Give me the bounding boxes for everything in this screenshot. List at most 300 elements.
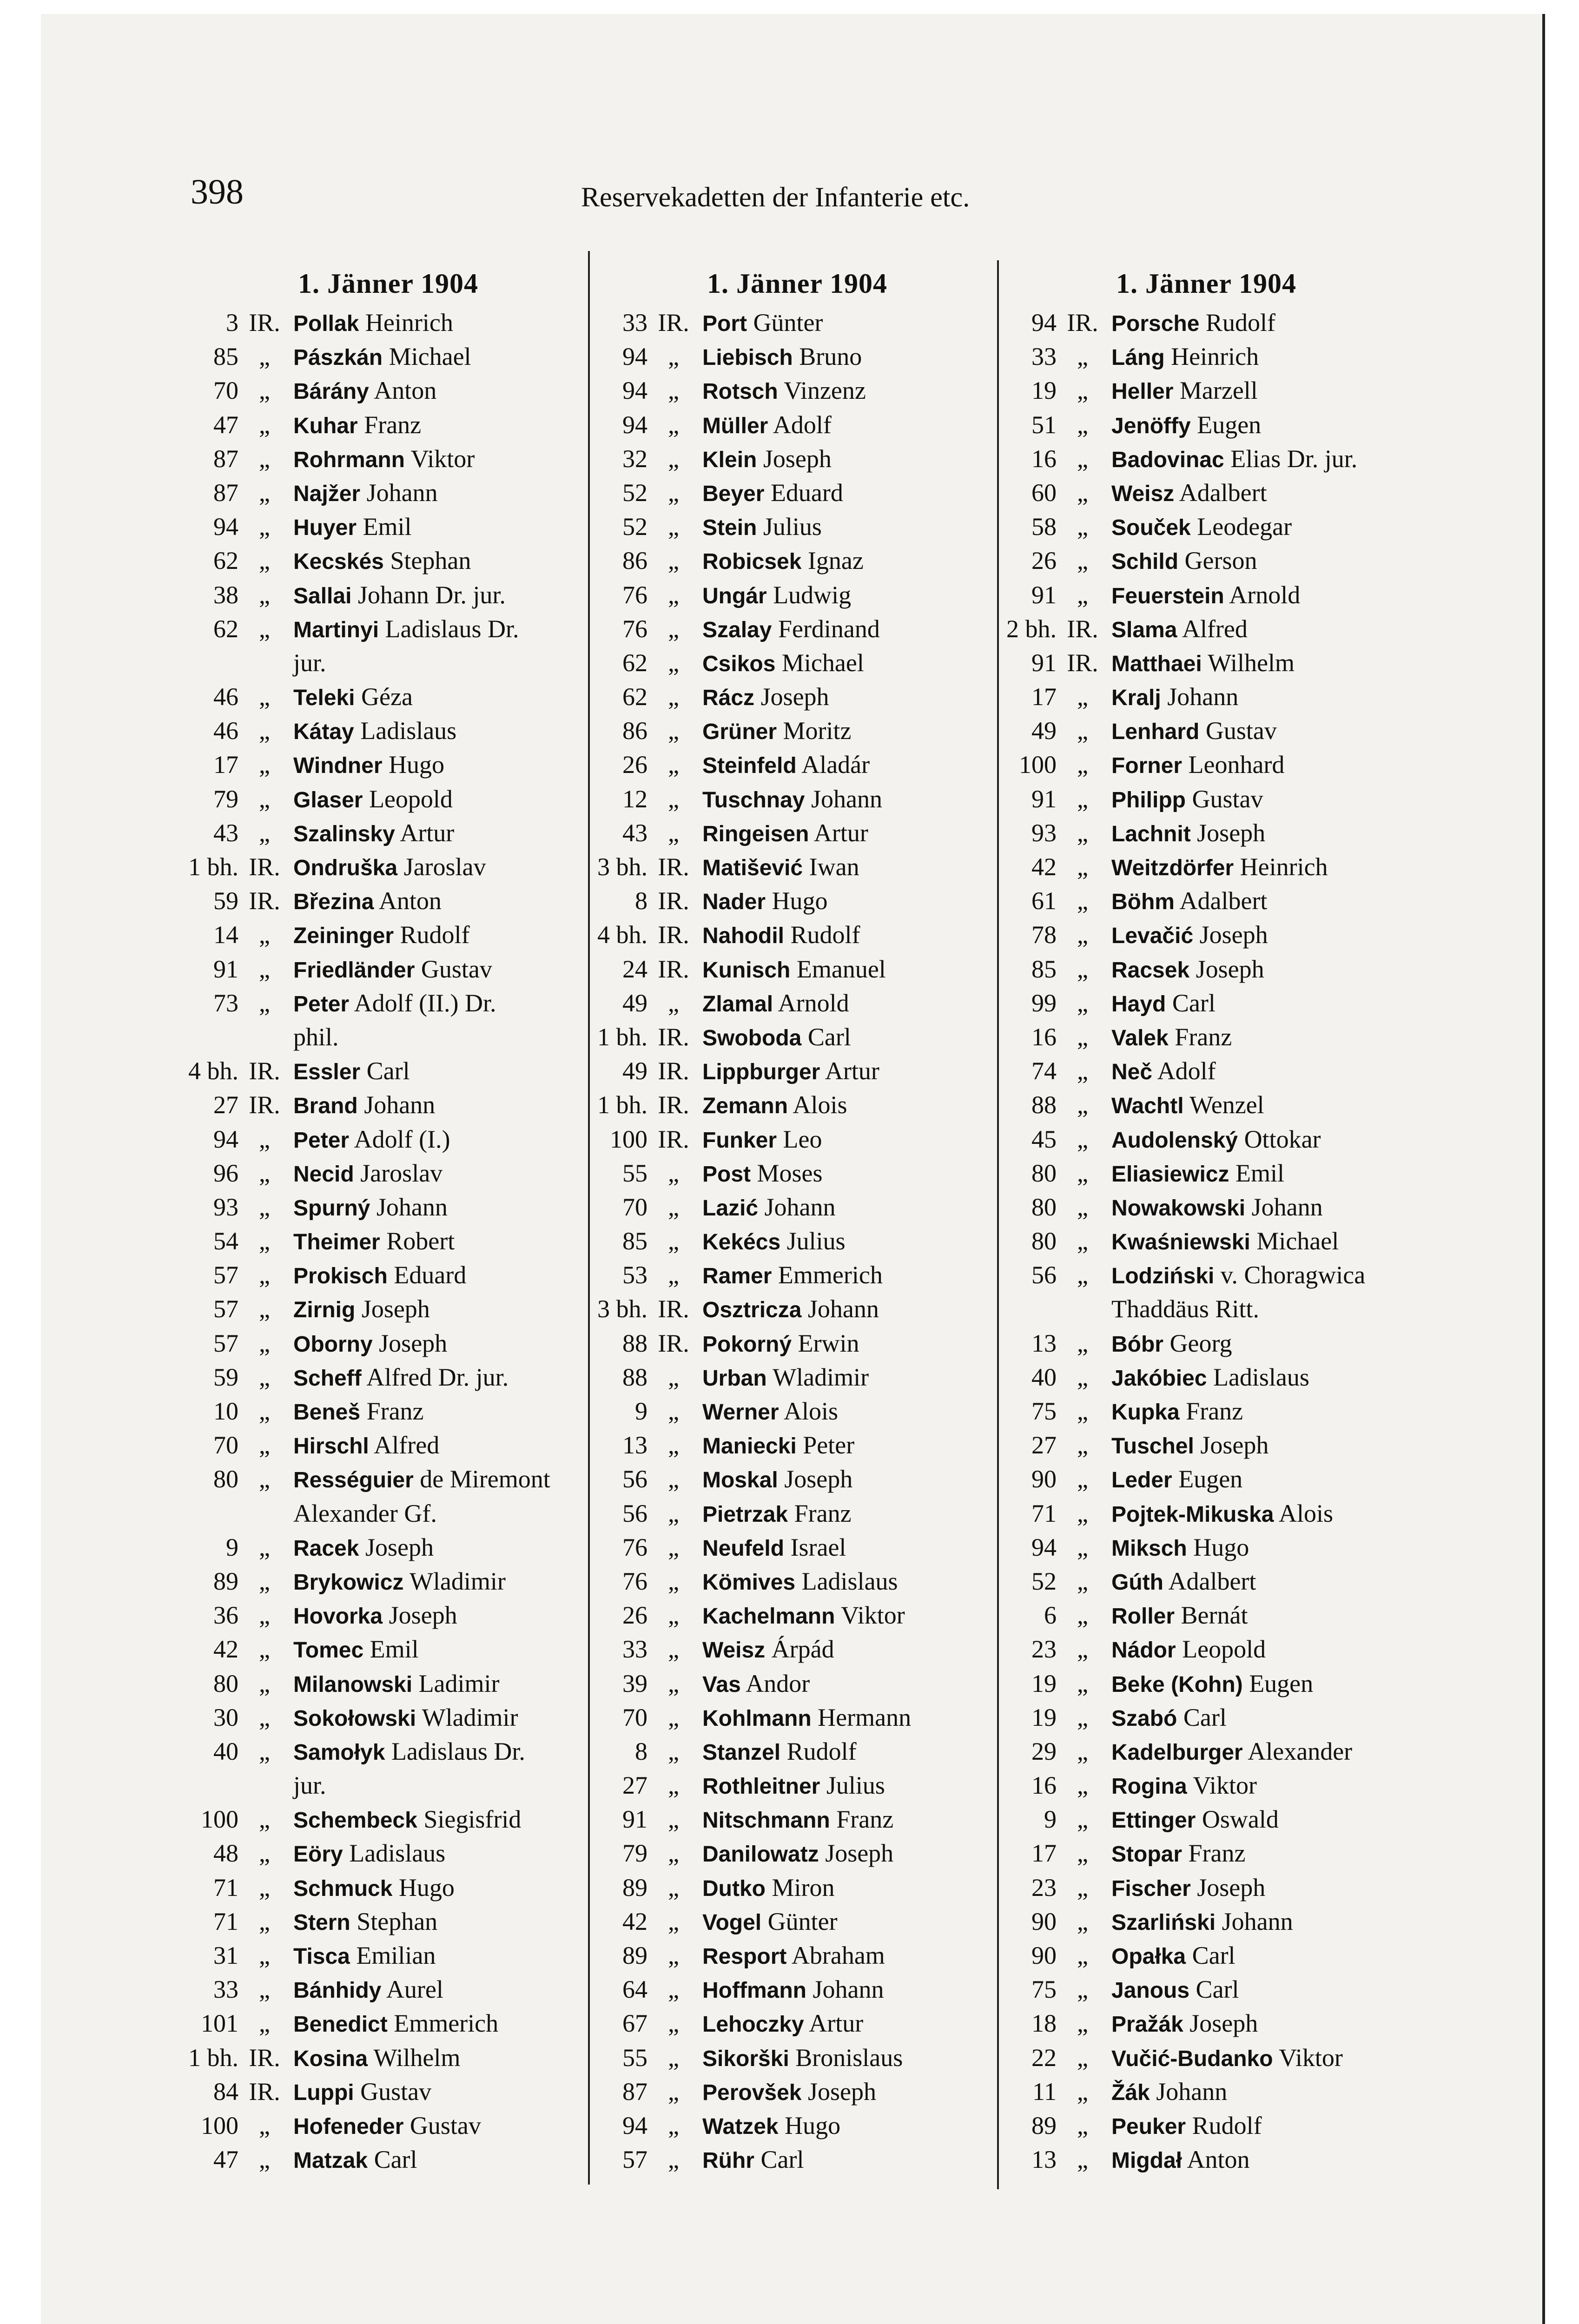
regiment-number: 16	[1031, 444, 1057, 473]
person-name	[291, 1224, 593, 1258]
person-name	[1109, 1973, 1411, 2007]
given-name: Johann	[1245, 1193, 1323, 1221]
given-name: Adalbert	[1174, 478, 1267, 507]
regiment-number: 94	[1031, 1533, 1057, 1561]
unit-abbr: „	[668, 1805, 679, 1834]
list-row	[593, 850, 1002, 884]
surname: Leder	[1111, 1468, 1172, 1493]
given-name: Oswald	[1196, 1805, 1279, 1834]
given-name: Michael	[1250, 1227, 1339, 1255]
person-name	[1109, 1701, 1411, 1735]
unit-abbr: „	[668, 2077, 679, 2106]
unit-abbr: „	[1077, 1125, 1088, 1153]
list-row	[593, 1088, 1002, 1122]
given-name: Gustav	[415, 955, 492, 983]
unit-abbr: „	[1077, 1907, 1088, 1935]
unit-abbr: „	[1077, 751, 1088, 779]
person-name	[1109, 646, 1411, 680]
regiment-number: 3 bh.	[597, 1295, 647, 1323]
regiment-number: 40	[1031, 1363, 1057, 1391]
person-name	[700, 1224, 1002, 1258]
unit-abbr: „	[668, 683, 679, 711]
list-row	[593, 2007, 1002, 2040]
surname: Kunisch	[702, 957, 791, 983]
person-name	[291, 986, 593, 1020]
given-name: Joseph	[1190, 819, 1266, 847]
person-name	[291, 612, 593, 646]
list-row	[184, 816, 593, 850]
list-row	[184, 1871, 593, 1905]
regiment-number: 78	[1031, 921, 1057, 949]
regiment-number: 23	[1031, 1873, 1057, 1901]
surname: Nader	[702, 890, 766, 915]
list-row	[593, 1156, 1002, 1190]
list-row	[593, 1667, 1002, 1701]
running-head: Reservekadetten der Infanterie etc.	[581, 182, 970, 212]
person-name	[291, 2007, 593, 2040]
person-name	[700, 714, 1002, 748]
surname: Láng	[1111, 345, 1165, 370]
surname: Watzek	[702, 2114, 779, 2139]
list-row	[593, 408, 1002, 442]
regiment-number: 30	[213, 1703, 238, 1731]
regiment-number: 70	[622, 1193, 647, 1221]
regiment-number: 13	[622, 1431, 647, 1459]
regiment-number: 8	[635, 1737, 647, 1765]
given-name: Rudolf	[1199, 309, 1275, 337]
list-row	[184, 1939, 593, 1973]
person-name	[291, 1088, 593, 1122]
given-name: Franz	[357, 410, 422, 439]
surname: Spurný	[293, 1195, 370, 1221]
regiment-number: 59	[213, 1363, 238, 1391]
person-name	[1109, 2007, 1411, 2040]
surname: Bóbr	[1111, 1332, 1163, 1357]
given-name: Johann	[805, 785, 882, 813]
given-name: Ladislaus	[343, 1839, 446, 1868]
person-name	[700, 1360, 1002, 1394]
list-row	[593, 1531, 1002, 1565]
list-row	[593, 1905, 1002, 1939]
surname: Ondruška	[293, 856, 398, 880]
surname: Ramer	[702, 1264, 772, 1289]
surname: Porsche	[1111, 311, 1200, 336]
surname: Feuerstein	[1111, 583, 1224, 608]
person-name	[1109, 1769, 1411, 1802]
unit-abbr: „	[259, 1805, 270, 1834]
unit-abbr: „	[259, 683, 270, 711]
regiment-number: 70	[213, 376, 238, 405]
list-row	[1002, 1258, 1411, 1292]
person-name	[1109, 1735, 1411, 1769]
surname: Janous	[1111, 1978, 1190, 2003]
unit-abbr: „	[1077, 785, 1088, 813]
surname: Kosina	[293, 2046, 368, 2071]
person-name	[700, 578, 1002, 612]
given-name: Michael	[775, 648, 864, 677]
list-row	[1002, 2075, 1411, 2109]
list-row	[184, 1428, 593, 1462]
given-name: Vinzenz	[778, 376, 866, 405]
given-name: Wilhelm	[368, 2043, 461, 2072]
regiment-number: 71	[213, 1873, 238, 1901]
surname: Pražák	[1111, 2012, 1183, 2037]
unit-abbr: „	[1077, 1635, 1088, 1664]
given-name: Franz	[788, 1499, 852, 1527]
list-row	[1002, 1190, 1411, 1224]
given-name: Günter	[747, 309, 823, 337]
person-name	[1109, 544, 1411, 578]
list-row	[184, 782, 593, 816]
surname: Kömives	[702, 1570, 796, 1595]
given-name: Adolf	[1152, 1057, 1216, 1085]
given-name: Gerson	[1178, 547, 1257, 575]
list-row	[184, 1088, 593, 1122]
continuation-text: Alexander Gf.	[293, 1499, 437, 1527]
list-row	[184, 1156, 593, 1190]
list-row	[1002, 782, 1411, 816]
regiment-number: 94	[622, 343, 647, 371]
given-name: Johann	[370, 1193, 448, 1221]
given-name: Franz	[830, 1805, 894, 1834]
list-row	[593, 1462, 1002, 1496]
given-name: Franz	[1179, 1397, 1243, 1425]
unit-abbr: IR.	[658, 1057, 689, 1085]
surname: Schembeck	[293, 1808, 417, 1833]
list-row	[184, 1836, 593, 1870]
regiment-number: 26	[622, 1601, 647, 1630]
unit-abbr: IR.	[658, 955, 689, 983]
unit-abbr: „	[259, 1193, 270, 1221]
surname: Vas	[702, 1672, 741, 1697]
surname: Kuhar	[293, 413, 358, 438]
list-row	[1002, 952, 1411, 986]
given-name: Bronislaus	[789, 2043, 903, 2072]
person-name	[291, 1939, 593, 1973]
person-name	[291, 2075, 593, 2109]
person-name	[291, 748, 593, 782]
unit-abbr: „	[668, 819, 679, 847]
person-name	[291, 374, 593, 408]
regiment-number: 31	[213, 1941, 238, 1969]
regiment-number: 17	[213, 751, 238, 779]
regiment-number: 60	[1031, 478, 1057, 507]
list-row	[1002, 1292, 1411, 1326]
regiment-number: 17	[1031, 1839, 1057, 1868]
regiment-number: 90	[1031, 1941, 1057, 1969]
list-row	[1002, 816, 1411, 850]
list-row	[593, 2109, 1002, 2143]
surname: Brand	[293, 1094, 358, 1119]
unit-abbr: IR.	[249, 887, 280, 915]
unit-abbr: „	[668, 1601, 679, 1630]
given-name: Ladimir	[412, 1669, 500, 1697]
person-name	[1109, 1122, 1411, 1156]
list-row	[184, 306, 593, 340]
person-name	[1109, 442, 1411, 476]
person-name	[291, 918, 593, 952]
regiment-number: 94	[1031, 309, 1057, 337]
unit-abbr: „	[1077, 444, 1088, 473]
list-row	[184, 1565, 593, 1598]
unit-abbr: „	[1077, 1261, 1088, 1289]
person-name	[700, 2143, 1002, 2177]
person-name	[291, 1394, 593, 1428]
list-row	[593, 918, 1002, 952]
list-row	[1002, 408, 1411, 442]
list-row	[593, 1802, 1002, 1836]
surname: Szarliński	[1111, 1910, 1216, 1935]
given-name: Johann	[1161, 683, 1239, 711]
regiment-number: 14	[213, 921, 238, 949]
list-row	[184, 1667, 593, 1701]
unit-abbr: „	[259, 1431, 270, 1459]
person-name	[1109, 1632, 1411, 1666]
regiment-number: 93	[213, 1193, 238, 1221]
regiment-number: 85	[213, 343, 238, 371]
unit-abbr: „	[1077, 2146, 1088, 2174]
continuation-text: jur.	[293, 648, 326, 677]
list-row	[1002, 1327, 1411, 1360]
person-name	[1109, 1462, 1411, 1496]
surname: Racek	[293, 1536, 359, 1561]
list-row	[1002, 1667, 1411, 1701]
person-name	[291, 1122, 593, 1156]
surname: Necid	[293, 1162, 354, 1187]
regiment-number: 61	[1031, 887, 1057, 915]
unit-abbr: „	[259, 547, 270, 575]
given-name: Eduard	[387, 1261, 467, 1289]
surname: Liebisch	[702, 345, 793, 370]
person-name	[291, 1632, 593, 1666]
list-row	[184, 1292, 593, 1326]
continuation-text: Thaddäus Ritt.	[1111, 1295, 1259, 1323]
surname: Tuschnay	[702, 787, 805, 812]
regiment-number: 4 bh.	[188, 1057, 238, 1085]
given-name: Jaroslav	[397, 853, 486, 881]
given-name: Julius	[820, 1771, 885, 1800]
unit-abbr: „	[668, 1737, 679, 1765]
surname: Matišević	[702, 856, 803, 880]
unit-abbr: „	[668, 1567, 679, 1595]
list-row	[593, 1020, 1002, 1054]
surname: Jakóbiec	[1111, 1366, 1207, 1391]
person-name	[291, 1565, 593, 1598]
list-row	[593, 816, 1002, 850]
person-name	[700, 748, 1002, 782]
surname: Rácz	[702, 686, 755, 711]
regiment-number: 57	[213, 1261, 238, 1289]
person-name	[291, 1190, 593, 1224]
given-name: Israel	[784, 1533, 846, 1561]
person-name	[700, 1054, 1002, 1088]
person-name	[1109, 1020, 1411, 1054]
given-name: Arnold	[773, 989, 849, 1017]
person-name	[291, 544, 593, 578]
given-name: Wladimir	[766, 1363, 869, 1391]
given-name: Johann	[758, 1193, 836, 1221]
unit-abbr: „	[259, 1703, 270, 1731]
given-name: Alexander	[1242, 1737, 1353, 1765]
list-row	[593, 986, 1002, 1020]
surname: Rogina	[1111, 1774, 1187, 1799]
regiment-number: 16	[1031, 1023, 1057, 1051]
given-name: Franz	[1182, 1839, 1246, 1868]
regiment-number: 33	[622, 1635, 647, 1664]
surname: Kupka	[1111, 1400, 1180, 1425]
unit-abbr: „	[668, 581, 679, 609]
given-name: Rudolf	[780, 1737, 857, 1765]
unit-abbr: „	[1077, 1805, 1088, 1834]
person-name	[291, 2041, 593, 2075]
person-name	[291, 1701, 593, 1735]
regiment-number: 2 bh.	[1006, 614, 1057, 643]
regiment-number: 85	[622, 1227, 647, 1255]
regiment-number: 100	[201, 2111, 238, 2139]
person-name	[1109, 1667, 1411, 1701]
regiment-number: 101	[201, 2009, 238, 2038]
regiment-number: 6	[1044, 1601, 1057, 1630]
person-name	[291, 442, 593, 476]
regiment-number: 18	[1031, 2009, 1057, 2038]
person-name	[291, 1292, 593, 1326]
regiment-number: 19	[1031, 1669, 1057, 1697]
unit-abbr: IR.	[249, 1091, 280, 1119]
given-name: Joseph	[819, 1839, 894, 1868]
regiment-number: 53	[622, 1261, 647, 1289]
unit-abbr: IR.	[658, 1023, 689, 1051]
given-name: Viktor	[1273, 2043, 1343, 2072]
given-name: Gustav	[1199, 717, 1277, 745]
surname: Kwaśniewski	[1111, 1230, 1250, 1255]
person-name	[1109, 1054, 1411, 1088]
given-name: Rudolf	[784, 921, 860, 949]
person-name	[1109, 340, 1411, 374]
person-name	[700, 544, 1002, 578]
surname: Perovšek	[702, 2080, 802, 2105]
surname: Windner	[293, 753, 383, 779]
list-row	[593, 1939, 1002, 1973]
given-name: Günter	[761, 1907, 838, 1935]
given-name: Julius	[780, 1227, 846, 1255]
surname: Theimer	[293, 1230, 380, 1255]
surname: Osztricza	[702, 1298, 802, 1323]
regiment-number: 84	[213, 2077, 238, 2106]
list-row	[593, 2075, 1002, 2109]
unit-abbr: „	[259, 785, 270, 813]
unit-abbr: „	[259, 1839, 270, 1868]
given-name: Anton	[1182, 2146, 1250, 2174]
given-name: Ladislaus Dr.	[385, 1737, 525, 1765]
list-row	[1002, 306, 1411, 340]
surname: Prokisch	[293, 1264, 388, 1289]
regiment-number: 99	[1031, 989, 1057, 1017]
regiment-number: 67	[622, 2009, 647, 2038]
surname: Funker	[702, 1128, 777, 1153]
surname: Csikos	[702, 651, 776, 676]
list-row	[184, 1973, 593, 2007]
list-row	[593, 1497, 1002, 1531]
list-row	[184, 680, 593, 714]
unit-abbr: „	[1077, 1193, 1088, 1221]
unit-abbr: „	[1077, 1703, 1088, 1731]
given-name: Johann	[801, 1295, 879, 1323]
given-name: Alois	[779, 1397, 839, 1425]
unit-abbr: IR.	[658, 1125, 689, 1153]
person-name	[700, 612, 1002, 646]
regiment-number: 42	[622, 1907, 647, 1935]
given-name: Joseph	[355, 1295, 430, 1323]
list-row	[593, 1973, 1002, 2007]
surname: Kátay	[293, 720, 354, 745]
list-row	[184, 884, 593, 918]
person-name	[291, 510, 593, 544]
unit-abbr: „	[259, 1227, 270, 1255]
regiment-number: 22	[1031, 2043, 1057, 2072]
unit-abbr: „	[259, 921, 270, 949]
surname: Tuschel	[1111, 1434, 1194, 1459]
person-name	[1109, 2143, 1411, 2177]
surname: Post	[702, 1162, 751, 1187]
unit-abbr: „	[1077, 1533, 1088, 1561]
unit-abbr: „	[668, 1907, 679, 1935]
given-name: Carl	[754, 2146, 804, 2174]
regiment-number: 89	[622, 1873, 647, 1901]
unit-abbr: „	[259, 1397, 270, 1425]
given-name: Heinrich	[1164, 343, 1259, 371]
regiment-number: 32	[622, 444, 647, 473]
given-name: Artur	[820, 1057, 879, 1085]
list-row	[593, 680, 1002, 714]
person-name	[291, 408, 593, 442]
surname: Pojtek-Mikuska	[1111, 1502, 1274, 1527]
person-name	[291, 1360, 593, 1394]
surname: Bánhidy	[293, 1978, 382, 2003]
list-row	[1002, 680, 1411, 714]
person-name	[1109, 1156, 1411, 1190]
surname: Nádor	[1111, 1638, 1176, 1663]
list-row	[593, 1327, 1002, 1360]
regiment-number: 27	[1031, 1431, 1057, 1459]
list-row	[1002, 1701, 1411, 1735]
list-row	[1002, 578, 1411, 612]
given-name: Anton	[369, 376, 437, 405]
unit-abbr: „	[259, 2009, 270, 2038]
given-name: Arnold	[1224, 581, 1301, 609]
person-name	[700, 918, 1002, 952]
unit-abbr: „	[1077, 1669, 1088, 1697]
list-row	[184, 1122, 593, 1156]
surname: Rühr	[702, 2148, 754, 2173]
given-name: Aurel	[381, 1975, 443, 2004]
person-name	[291, 1462, 593, 1496]
surname: Weisz	[1111, 481, 1175, 506]
list-row	[184, 850, 593, 884]
given-name: Alfred	[369, 1431, 440, 1459]
list-row	[184, 1054, 593, 1088]
regiment-number: 43	[622, 819, 647, 847]
given-name: Stephan	[350, 1907, 438, 1935]
list-row	[184, 1531, 593, 1565]
list-row	[1002, 1054, 1411, 1088]
person-name	[291, 1327, 593, 1360]
unit-abbr: „	[259, 1601, 270, 1630]
regiment-number: 64	[622, 1975, 647, 2004]
person-name	[1109, 1836, 1411, 1870]
list-row	[184, 1735, 593, 1769]
surname: Opałka	[1111, 1944, 1186, 1969]
list-row	[1002, 850, 1411, 884]
